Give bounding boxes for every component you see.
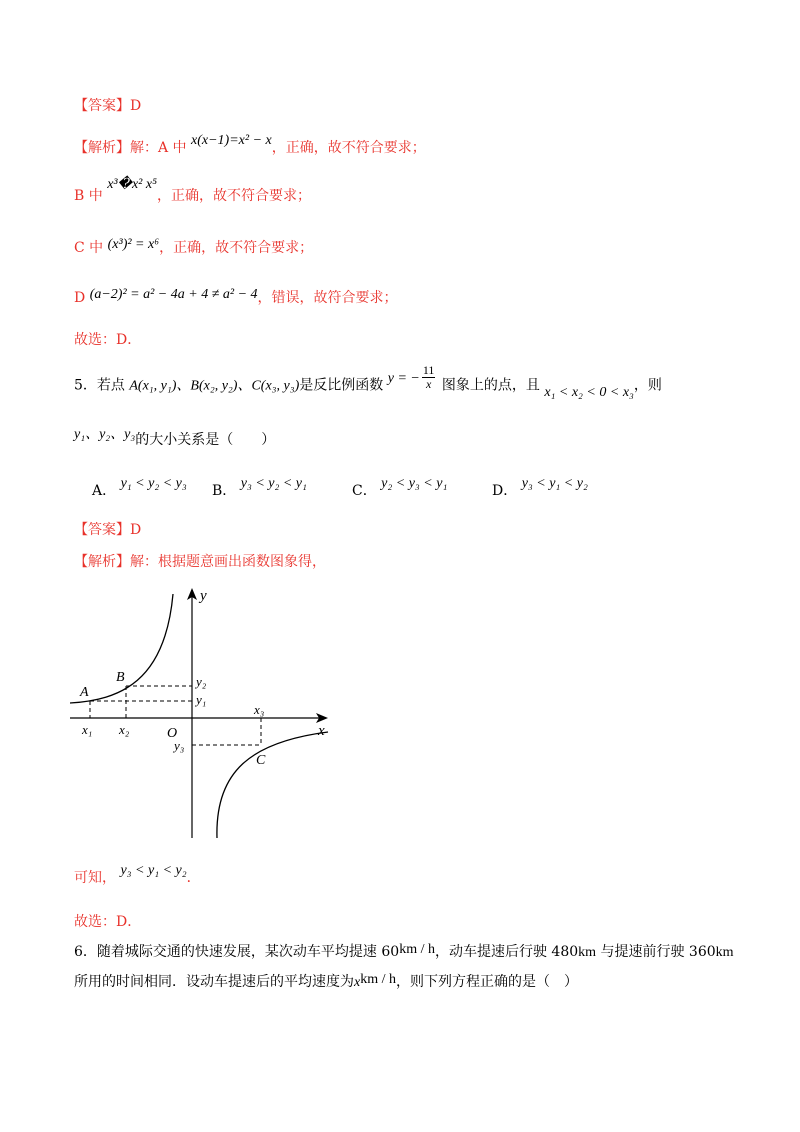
q5-stem-line2 (74, 427, 276, 451)
q5-result-suffix: ． (186, 870, 201, 886)
q5-text-5: 的大小关系是（ ） (135, 432, 276, 448)
q5-func-frac (422, 364, 436, 391)
axis-y-label: y (200, 588, 207, 604)
q4-d-verdict: ，错误，故符合要求； (257, 290, 398, 306)
q5-text-3: 图象上的点，且 (441, 377, 540, 394)
q4-b-verdict: ，正确，故不符合要求； (156, 188, 311, 204)
q5-option-d[interactable] (492, 476, 588, 500)
hyperbola-branch-right (217, 732, 328, 838)
q6-line-1a: 随着城际交通的快速发展，某次动车平均提速 60 (96, 944, 400, 960)
q6-unit-1: km / h (399, 942, 435, 957)
q5-cond: x₁ < x₂ < 0 < x₃ (544, 384, 634, 400)
q4-analysis-b (74, 177, 311, 207)
q5-vars: y₁、y₂、y₃ (74, 427, 136, 442)
q6-unit-2: km (578, 945, 597, 960)
point-b-label: B (116, 670, 125, 685)
q5-func-den: x (425, 377, 432, 391)
hyperbola-graph (70, 582, 340, 842)
tick-y2-label: y₂ (196, 674, 207, 689)
q5-option-a-expr: y₁ < y₂ < y₃ (120, 476, 187, 491)
q5-analysis-label: 【解析】 (74, 554, 130, 570)
q4-b-expr: x³�x² x⁵ (107, 177, 157, 192)
tick-x3-label: x₃ (254, 702, 265, 717)
q6-line-2a: 所用的时间相同．设动车提速后的平均速度为 (74, 974, 354, 990)
q4-a-verdict: ，正确，故不符合要求； (271, 140, 426, 156)
q4-analysis-a (74, 133, 426, 159)
q5-option-b-expr: y₃ < y₂ < y₁ (240, 476, 307, 491)
q5-text-2: 是反比例函数 (299, 377, 384, 394)
q5-analysis (74, 552, 326, 572)
tick-y3-label: y₃ (174, 738, 185, 753)
q6-line-1b: ，动车提速后行驶 480 (434, 944, 579, 960)
q4-d-expr: (a−2)² = a² − 4a + 4 ≠ a² − 4 (89, 287, 258, 302)
q5-text-1: 若点 (96, 377, 125, 394)
q5-stem-line1 (74, 363, 662, 400)
q6-unit-3: km (715, 945, 734, 960)
q4-analysis-intro: 解：A 中 (130, 140, 187, 156)
q4-a-expr: x(x−1)=x² − x (191, 133, 272, 148)
q5-func-lhs: y = − (387, 370, 420, 386)
q5-text-4: ，则 (633, 377, 662, 394)
tick-x1-label: x₁ (82, 722, 93, 737)
q4-d-prefix: D (74, 290, 86, 306)
q5-option-c-label: C． (352, 483, 377, 499)
q6-line1 (74, 942, 734, 963)
q4-c-verdict: ，正确，故不符合要求； (159, 240, 314, 256)
q6-var-x: x (354, 975, 361, 990)
q5-option-d-expr: y₃ < y₁ < y₂ (521, 476, 588, 491)
q5-points: A(x₁, y₁)、B(x₂, y₂)、C(x₃, y₃) (129, 378, 300, 394)
q5-function (387, 363, 442, 391)
q4-c-expr: (x³)² = x⁶ (107, 237, 160, 252)
q6-line-2b: ，则下列方程正确的是（ ） (396, 974, 578, 990)
q4-analysis-d (74, 288, 398, 309)
q5-option-b[interactable] (212, 476, 307, 500)
q5-result-expr: y₃ < y₁ < y₂ (120, 863, 187, 878)
q5-option-c[interactable] (352, 476, 448, 500)
point-c-label: C (256, 753, 266, 768)
q5-option-c-expr: y₂ < y₃ < y₁ (381, 476, 448, 491)
q4-analysis-label: 【解析】 (74, 140, 130, 156)
q5-func-num: 11 (422, 363, 435, 377)
q4-conclusion: 故选：D． (74, 332, 142, 348)
point-a-label: A (80, 685, 89, 700)
q4-c-prefix: C 中 (74, 240, 104, 256)
q6-line-1c: 与提速前行驶 360 (596, 944, 716, 960)
q5-conclusion: 故选：D． (74, 914, 142, 930)
q5-number: 5． (74, 377, 97, 394)
axis-x-label: x (318, 723, 325, 739)
q5-result-prefix: 可知， (74, 870, 116, 886)
q6-number: 6． (74, 944, 97, 960)
tick-x2-label: x₂ (119, 722, 130, 737)
q4-b-prefix: B 中 (74, 188, 103, 204)
q5-option-a[interactable] (92, 476, 187, 500)
q5-option-a-label: A． (92, 483, 117, 499)
q5-option-b-label: B． (212, 483, 237, 499)
q5-answer: 【答案】D (74, 522, 142, 538)
tick-y1-label: y₁ (196, 692, 207, 707)
q6-line2 (74, 972, 578, 993)
q4-analysis-c (74, 238, 313, 259)
q6-unit-4: km / h (360, 972, 396, 987)
q5-option-d-label: D． (492, 483, 518, 499)
q5-result (74, 863, 201, 889)
origin-label: O (167, 726, 178, 741)
q5-analysis-text: 解：根据题意画出函数图象得， (130, 554, 326, 570)
q4-answer: 【答案】D (74, 98, 142, 114)
